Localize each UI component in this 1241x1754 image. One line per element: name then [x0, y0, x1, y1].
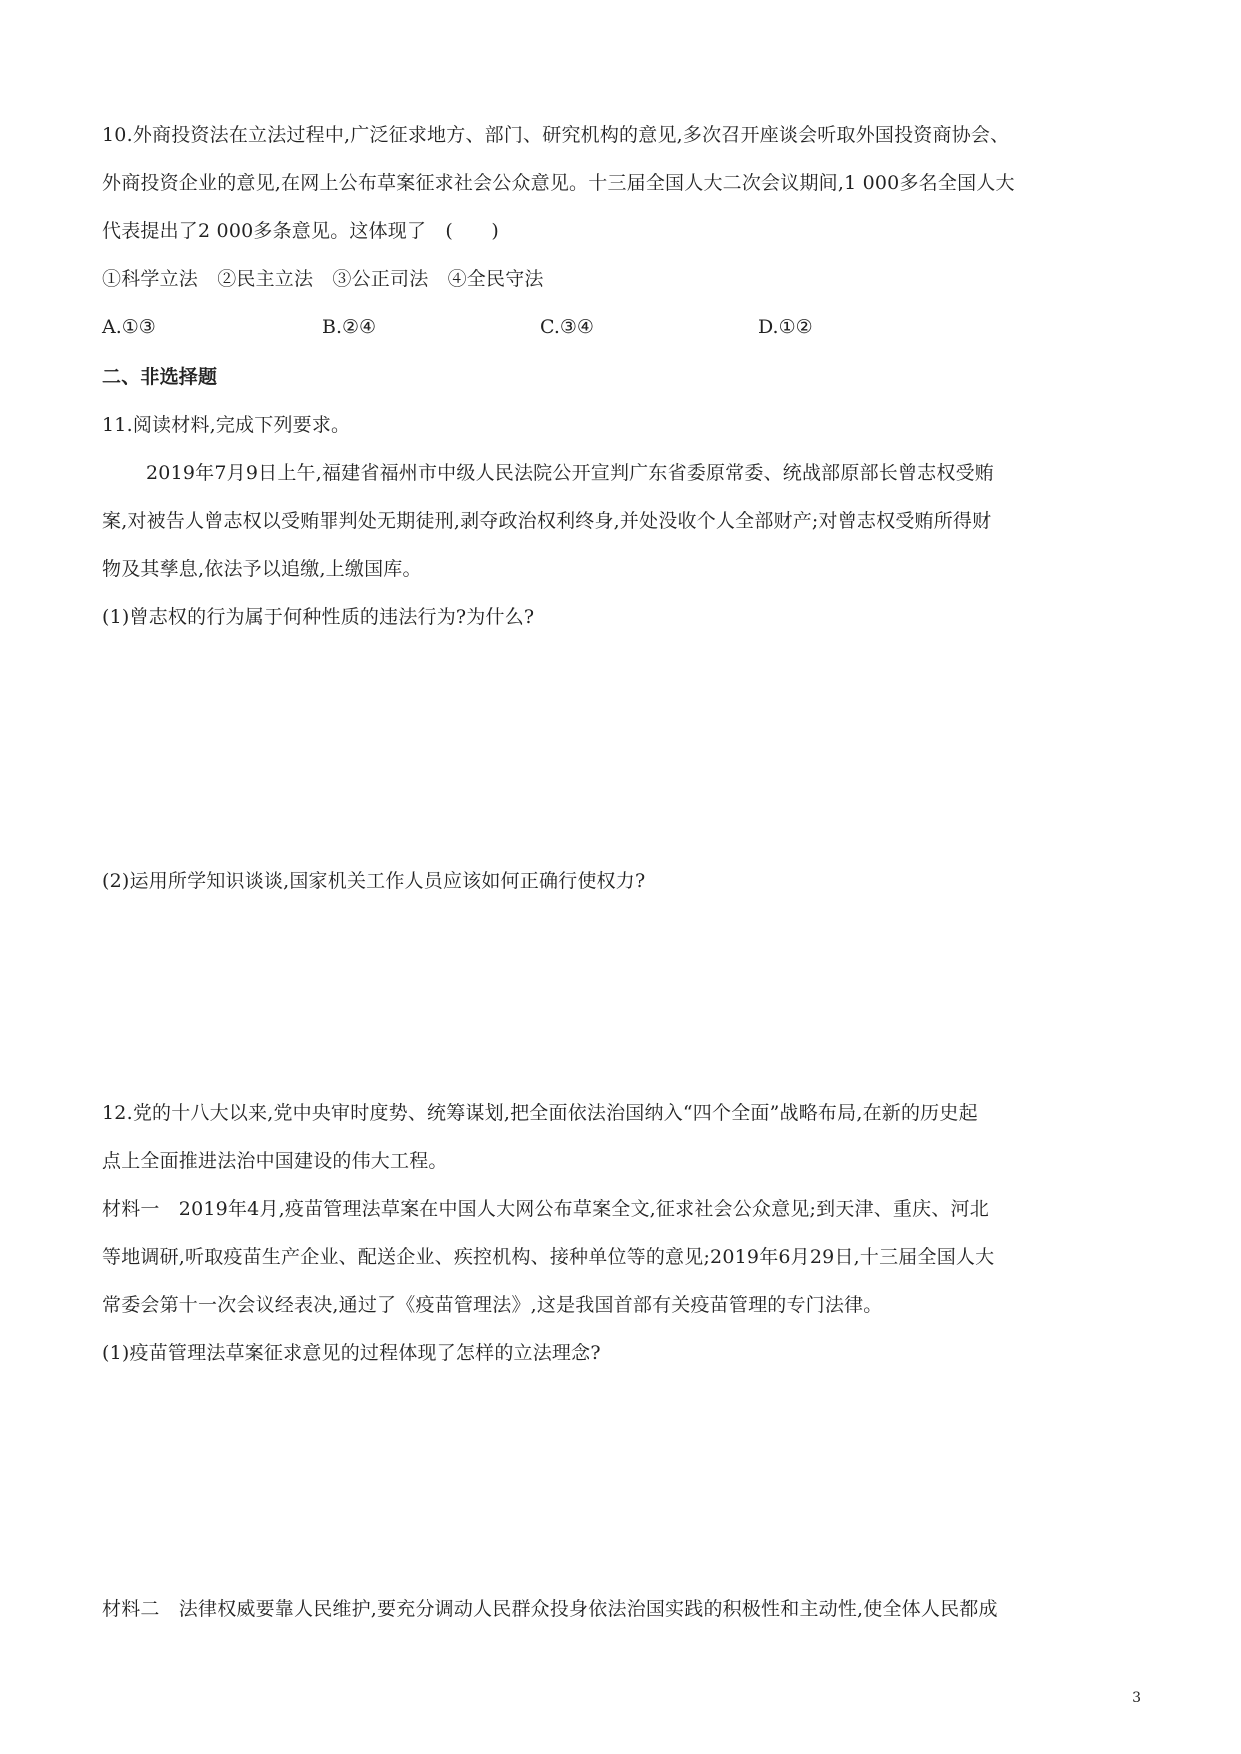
q12-material-1-line-1: 材料一 2019年4月,疫苗管理法草案在中国人大网公布草案全文,征求社会公众意见;到天津、重庆、河北 [102, 1198, 989, 1220]
q10-option-c: C.③④ [540, 316, 594, 338]
q10-line-2: 外商投资企业的意见,在网上公布草案征求社会公众意见。十三届全国人大二次会议期间,1 000多名全国人大 [102, 172, 1015, 194]
q11-para-2: 案,对被告人曾志权以受贿罪判处无期徒刑,剥夺政治权利终身,并处没收个人全部财产;对曾志权受贿所得财 [102, 510, 992, 532]
q12-line-2: 点上全面推进法治中国建设的伟大工程。 [102, 1150, 448, 1172]
section-title: 二、非选择题 [102, 366, 218, 388]
q11-para-3: 物及其孳息,依法予以追缴,上缴国库。 [102, 558, 422, 580]
q12-material-1-line-3: 常委会第十一次会议经表决,通过了《疫苗管理法》,这是我国首部有关疫苗管理的专门法律。 [102, 1294, 883, 1316]
q11-sub-1: (1)曾志权的行为属于何种性质的违法行为?为什么? [102, 606, 535, 628]
q10-option-d: D.①② [758, 316, 813, 338]
q12-material-2-line-1: 材料二 法律权威要靠人民维护,要充分调动人民群众投身依法治国实践的积极性和主动性,使全体人民都成 [102, 1598, 998, 1620]
q10-items: ①科学立法 ②民主立法 ③公正司法 ④全民守法 [102, 268, 544, 290]
q10-option-b: B.②④ [322, 316, 377, 338]
q12-material-1-line-2: 等地调研,听取疫苗生产企业、配送企业、疾控机构、接种单位等的意见;2019年6月29日,十三届全国人大 [102, 1246, 995, 1268]
q12-sub-1: (1)疫苗管理法草案征求意见的过程体现了怎样的立法理念? [102, 1342, 601, 1364]
page-number: 3 [1132, 1690, 1141, 1706]
q12-line-1: 12.党的十八大以来,党中央审时度势、统筹谋划,把全面依法治国纳入“四个全面”战略布局,在新的历史起 [102, 1102, 978, 1124]
q10-line-3: 代表提出了2 000多条意见。这体现了 ( ) [102, 220, 500, 242]
q10-option-a: A.①③ [102, 316, 156, 338]
q11-stem: 11.阅读材料,完成下列要求。 [102, 414, 351, 436]
q11-para-1: 2019年7月9日上午,福建省福州市中级人民法院公开宣判广东省委原常委、统战部原部长曾志权受贿 [146, 462, 994, 484]
q11-sub-2: (2)运用所学知识谈谈,国家机关工作人员应该如何正确行使权力? [102, 870, 646, 892]
q10-line-1: 10.外商投资法在立法过程中,广泛征求地方、部门、研究机构的意见,多次召开座谈会听取外国投资商协会、 [102, 124, 1010, 146]
